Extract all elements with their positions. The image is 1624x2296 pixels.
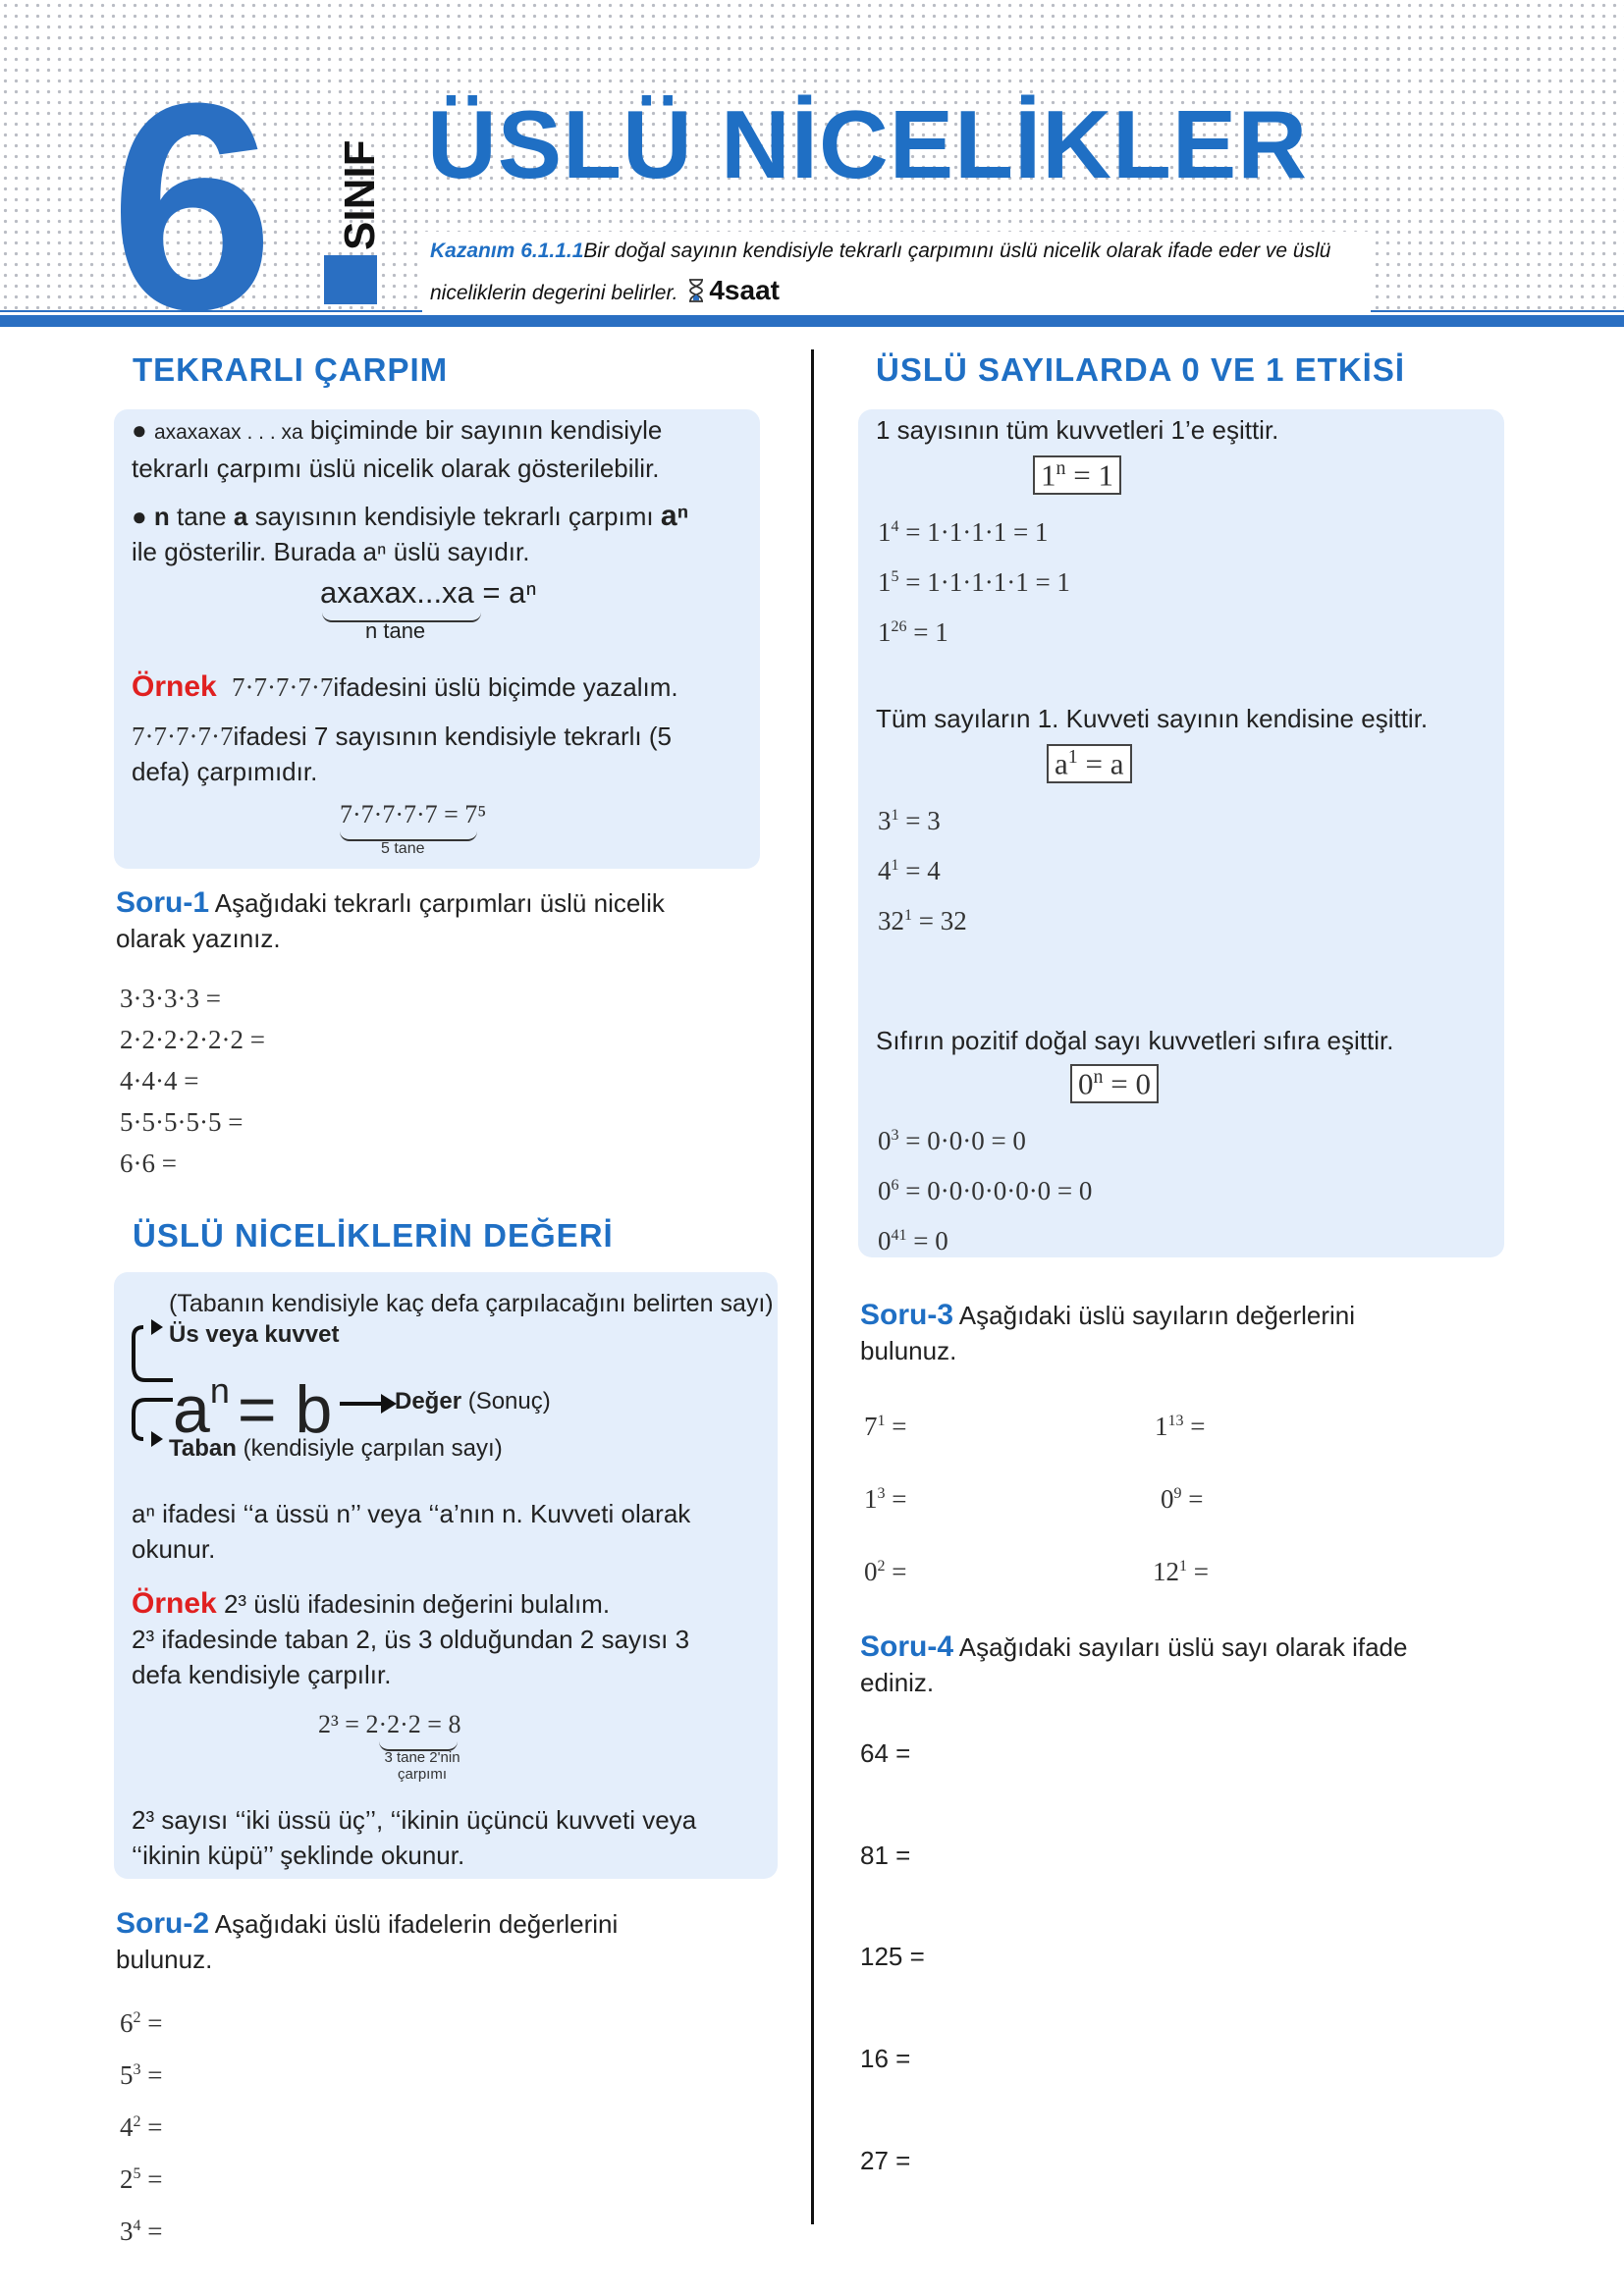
soru-4-text-2: ediniz. bbox=[860, 1668, 935, 1697]
bullet-dot: ● bbox=[132, 415, 147, 445]
ornek-1-expr: 7·7·7·7·7 bbox=[231, 672, 334, 702]
bullet-2-n: ● n bbox=[132, 502, 170, 531]
section-title-etki: ÜSLÜ SAYILARDA 0 VE 1 ETKİSİ bbox=[876, 351, 1406, 388]
column-divider bbox=[811, 349, 814, 2224]
taban-note: (kendisiyle çarpılan sayı) bbox=[236, 1435, 503, 1462]
self-example: $4^1 = 4$ bbox=[878, 856, 941, 885]
exponent-note: (Tabanın kendisiyle kaç defa çarpılacağını belirten sayı) bbox=[169, 1290, 774, 1317]
zero-examples bbox=[878, 1113, 1092, 1263]
soru-3-item: $0^9$ = bbox=[1161, 1484, 1204, 1514]
soru-1-item: 4·4·4 = bbox=[120, 1066, 199, 1095]
deger bbox=[395, 1388, 551, 1415]
self-example: $32^1 = 32$ bbox=[878, 906, 967, 935]
arrow-right-icon bbox=[340, 1392, 399, 1415]
grade-label: SINIF bbox=[336, 139, 384, 250]
ornek-1-text: ifadesini üslü biçimde yazalım. bbox=[333, 672, 678, 702]
soru-3-text-1: Aşağıdaki üslü sayıların değerlerini bbox=[953, 1301, 1356, 1330]
answer-text-2: defa) çarpımıdır. bbox=[132, 757, 318, 786]
read-2-line-1: 2³ sayısı ‘‘iki üssü üç’’, ‘‘ikinin üçüncü kuvveti veya bbox=[132, 1805, 697, 1835]
soru-1-question bbox=[116, 885, 793, 956]
ornek-1-label: Örnek bbox=[132, 670, 217, 703]
taban bbox=[169, 1435, 503, 1463]
bullet-2-line-2: ile gösterilir. Burada aⁿ üslü sayıdır. bbox=[132, 537, 530, 566]
soru-2-item: $3^4$ = bbox=[120, 2216, 163, 2246]
soru-1-text-1: Aşağıdaki tekrarlı çarpımları üslü nicelik bbox=[209, 888, 665, 918]
bullet-2 bbox=[132, 499, 760, 569]
kazanim-line-2: niceliklerin degerini belirler. bbox=[430, 282, 678, 304]
formula-under: n tane bbox=[365, 618, 426, 643]
one-rule: $1^n = 1$ bbox=[1033, 455, 1121, 495]
read-2-line-2: ‘‘ikinin küpü’’ şeklinde okunur. bbox=[132, 1841, 465, 1870]
soru-3-text-2: bulunuz. bbox=[860, 1336, 957, 1365]
bullet-2-t2: sayısının kendisiyle tekrarlı çarpımı bbox=[247, 502, 661, 531]
kazanim-line-1: Bir doğal sayının kendisiyle tekrarlı çarpımını üslü nicelik olarak ifade eder ve üslü bbox=[583, 240, 1331, 262]
bullet-1 bbox=[132, 412, 760, 486]
one-example: $1^{26} = 1$ bbox=[878, 617, 948, 647]
deger-label: Değer bbox=[395, 1388, 462, 1415]
one-examples bbox=[878, 505, 1070, 655]
soru-4-item: 125 = bbox=[860, 1942, 925, 1971]
soru-4-item: 27 = bbox=[860, 2146, 911, 2175]
self-example: $3^1 = 3$ bbox=[878, 806, 941, 835]
soru-1-item: 5·5·5·5·5 = bbox=[120, 1107, 244, 1137]
big-formula-exp: n bbox=[209, 1370, 230, 1411]
soru-2-text-1: Aşağıdaki üslü ifadelerin değerlerini bbox=[209, 1909, 619, 1939]
answer-text-1: ifadesi 7 sayısının kendisiyle tekrarlı (5 bbox=[233, 721, 673, 751]
ornek-1 bbox=[132, 669, 760, 705]
soru-3-item: $12^1$ = bbox=[1153, 1557, 1209, 1586]
ornek-1-answer bbox=[132, 719, 760, 789]
kazanim-text bbox=[422, 232, 1371, 313]
zero-text: Sıfırın pozitif doğal sayı kuvvetleri sıfıra eşittir. bbox=[876, 1026, 1394, 1055]
kazanim-label: Kazanım 6.1.1.1 bbox=[430, 240, 584, 262]
ornek-2-under bbox=[373, 1749, 471, 1783]
bullet-2-an: aⁿ bbox=[660, 500, 689, 532]
soru-2-text-2: bulunuz. bbox=[116, 1945, 213, 1974]
zero-rule: $0^n = 0$ bbox=[1070, 1064, 1159, 1103]
soru-2-items bbox=[120, 1995, 162, 2255]
ornek-2-formula: 2³ = 2·2·2 = 8 bbox=[318, 1710, 461, 1738]
formula-an: axaxax...xa = aⁿ bbox=[320, 575, 537, 610]
big-formula-base: a bbox=[173, 1372, 210, 1447]
answer-formula: 7·7·7·7·7 = 7⁵ bbox=[340, 800, 487, 828]
zero-example: $0^6 = 0\cdot 0\cdot 0\cdot 0\cdot 0\cdot 0 = 0$ bbox=[878, 1176, 1093, 1205]
big-formula-rest: = b bbox=[237, 1372, 333, 1447]
soru-2-label: Soru-2 bbox=[116, 1907, 210, 1940]
taban-label: Taban bbox=[169, 1435, 237, 1462]
soru-2-question bbox=[116, 1906, 793, 1977]
soru-1-item: 2·2·2·2·2·2 = bbox=[120, 1025, 265, 1054]
read-text-1 bbox=[132, 1496, 770, 1567]
duration: 4saat bbox=[709, 275, 780, 305]
soru-4-question bbox=[860, 1629, 1528, 1700]
bullet-1-line-2: tekrarlı çarpımı üslü nicelik olarak gösterilebilir. bbox=[132, 454, 660, 483]
soru-4-text-1: Aşağıdaki sayıları üslü sayı olarak ifade bbox=[953, 1632, 1408, 1662]
ornek-2 bbox=[132, 1586, 770, 1692]
page-title: ÜSLÜ NİCELİKLER bbox=[427, 90, 1308, 198]
read-text-2 bbox=[132, 1802, 770, 1873]
one-text: 1 sayısının tüm kuvvetleri 1’e eşittir. bbox=[876, 415, 1279, 445]
soru-4-item: 81 = bbox=[860, 1841, 911, 1870]
soru-1-text-2: olarak yazınız. bbox=[116, 924, 281, 953]
exponent-label: Üs veya kuvvet bbox=[169, 1321, 340, 1348]
soru-2-item: $2^5$ = bbox=[120, 2164, 163, 2194]
soru-3-item: $1^3$ = bbox=[864, 1484, 907, 1514]
self-examples bbox=[878, 793, 967, 943]
soru-2-item: $5^3$ = bbox=[120, 2060, 163, 2090]
zero-example: $0^3 = 0\cdot 0\cdot 0 = 0$ bbox=[878, 1126, 1026, 1155]
bullet-2-t1: tane bbox=[169, 502, 234, 531]
answer-under: 5 tane bbox=[381, 840, 425, 857]
soru-3-question bbox=[860, 1298, 1528, 1368]
soru-3-label: Soru-3 bbox=[860, 1299, 954, 1331]
soru-1-label: Soru-1 bbox=[116, 886, 210, 919]
soru-4-label: Soru-4 bbox=[860, 1630, 954, 1663]
soru-1-item: 3·3·3·3 = bbox=[120, 984, 221, 1013]
ornek-2-under-1: 3 tane 2'nin bbox=[384, 1749, 460, 1766]
section-title-deger: ÜSLÜ NİCELİKLERİN DEĞERİ bbox=[133, 1217, 614, 1254]
ornek-2-text: 2³ üslü ifadesinin değerini bulalım. bbox=[216, 1589, 611, 1619]
soru-2-item: $4^2$ = bbox=[120, 2112, 163, 2142]
deger-note: (Sonuç) bbox=[461, 1388, 551, 1415]
one-example: $1^4 = 1\cdot 1\cdot 1\cdot 1 = 1$ bbox=[878, 517, 1049, 547]
soru-3-item: $0^2$ = bbox=[864, 1557, 907, 1586]
ornek-2-label: Örnek bbox=[132, 1587, 217, 1620]
soru-2-item: $6^2$ = bbox=[120, 2008, 163, 2038]
ornek-2-under-2: çarpımı bbox=[397, 1766, 447, 1783]
self-rule: $a^1 = a$ bbox=[1047, 744, 1132, 783]
bullet-1-expr: axaxaxax . . . xa bbox=[153, 421, 303, 444]
soru-4-item: 16 = bbox=[860, 2044, 911, 2073]
self-text: Tüm sayıların 1. Kuvveti sayının kendisine eşittir. bbox=[876, 704, 1429, 733]
one-example: $1^5 = 1\cdot 1\cdot 1\cdot 1\cdot 1 = 1$ bbox=[878, 567, 1070, 597]
read-1-line-1: aⁿ ifadesi ‘‘a üssü n’’ veya ‘‘a’nın n. Kuvveti olarak bbox=[132, 1499, 691, 1528]
soru-3-item: $1^{13}$ = bbox=[1155, 1412, 1206, 1441]
big-formula bbox=[173, 1357, 333, 1447]
soru-1-item: 6·6 = bbox=[120, 1148, 177, 1178]
soru-1-items bbox=[120, 978, 265, 1184]
bullet-1-line-1: biçiminde bir sayının kendisiyle bbox=[302, 415, 663, 445]
bullet-2-a: a bbox=[233, 502, 248, 531]
ornek-2-line-1: 2³ ifadesinde taban 2, üs 3 olduğundan 2 sayısı 3 bbox=[132, 1625, 690, 1654]
answer-expr: 7·7·7·7·7 bbox=[132, 721, 234, 751]
ornek-2-line-2: defa kendisiyle çarpılır. bbox=[132, 1660, 392, 1689]
soru-4-item: 64 = bbox=[860, 1738, 911, 1768]
section-title-tekrarli: TEKRARLI ÇARPIM bbox=[133, 351, 449, 388]
zero-example: $0^{41} = 0$ bbox=[878, 1226, 948, 1255]
read-1-line-2: okunur. bbox=[132, 1534, 216, 1564]
hourglass-icon bbox=[687, 279, 705, 302]
grade-number: 6 bbox=[110, 41, 264, 371]
soru-3-item: $7^1$ = bbox=[864, 1412, 907, 1441]
